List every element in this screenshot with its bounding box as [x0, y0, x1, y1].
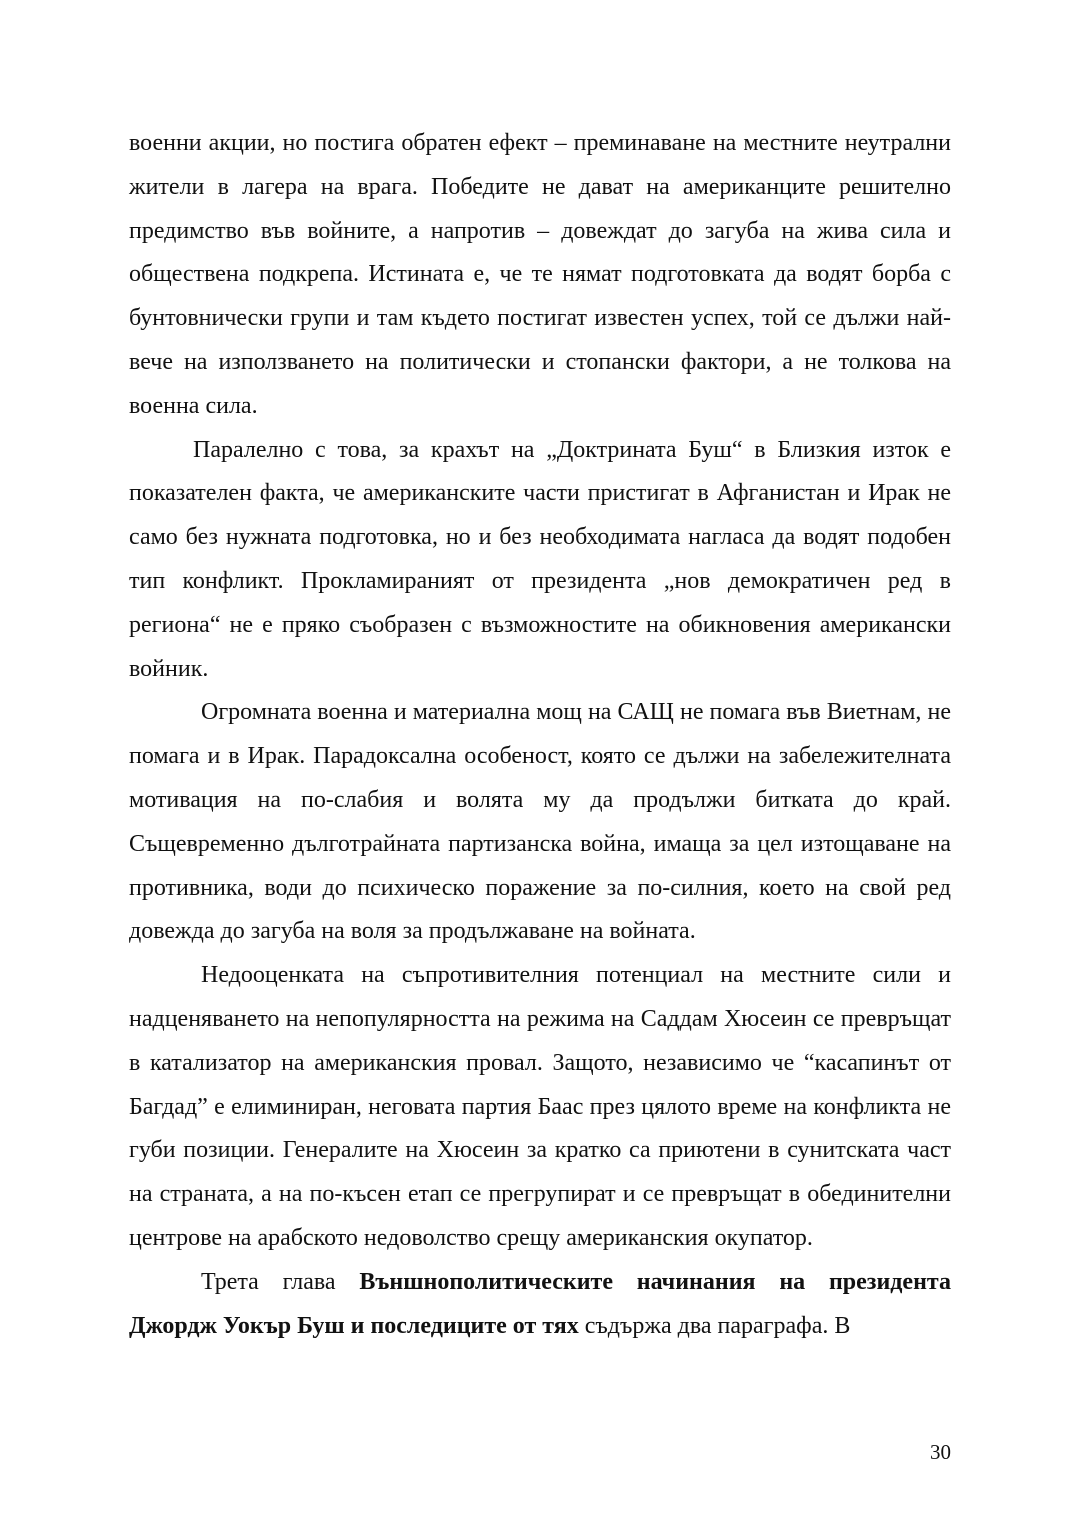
paragraph: [129, 1261, 951, 1349]
paragraph: Паралелно с това, за крахът на „Доктрината Буш“ в Близкия изток е показателен факта, че американските части пристигат в Афганистан и Ирак не само без нужната подготовка, но и без необходимата нагласа да водят подобен тип конфликт. Прокламираният от президента „нов демократичен ред в региона“ не е пряко съобразен с възможностите на обикновения американски войник.: [129, 436, 951, 682]
paragraph: Недооценката на съпротивителния потенциал на местните сили и надценяването на непопулярността на режима на Саддам Хюсеин се превръщат в катализатор на американския провал. Защото, независимо че “касапинът от Багдад” е елиминиран, неговата партия Баас през цялото време на конфликта не губи позиции. Генералите на Хюсеин за кратко са приютени в сунитската част на страната, а на по-късен етап се прегрупират и се превръщат в обединителни центрове на арабското недоволство срещу американския окупатор.: [129, 962, 951, 1251]
chapter-title: Външнополитическите начинания на президента Джордж Уокър Буш и последиците от тях: [129, 1268, 951, 1339]
paragraph-lead: Трета глава: [201, 1268, 360, 1295]
paragraph: Огромната военна и материална мощ на САЩ не помага във Виетнам, не помага и в Ирак. Парадоксална особеност, която се дължи на забележителната мотивация на по-слабия и волята му да продължи битката до край. Същевременно дълготрайната партизанска война, имаща за цел изтощаване на противника, води до психическо поражение за по-силния, което на свой ред довежда до загуба на воля за продължаване на войната.: [129, 699, 951, 945]
body-text: [129, 122, 951, 1348]
paragraph: военни акции, но постига обратен ефект – преминаване на местните неутрални жители в лагера на врага. Победите не дават на американците решително предимство във войните, а напротив – довеждат до загуба на жива сила и обществена подкрепа. Истината е, че те нямат подготовката да водят борба с бунтовнически групи и там където постигат известен успех, той се дължи най-вече на използването на политически и стопански фактори, а не толкова на военна сила.: [129, 130, 951, 419]
paragraph-tail: съдържа два параграфа. В: [578, 1312, 851, 1339]
page-number: 30: [930, 1440, 951, 1464]
